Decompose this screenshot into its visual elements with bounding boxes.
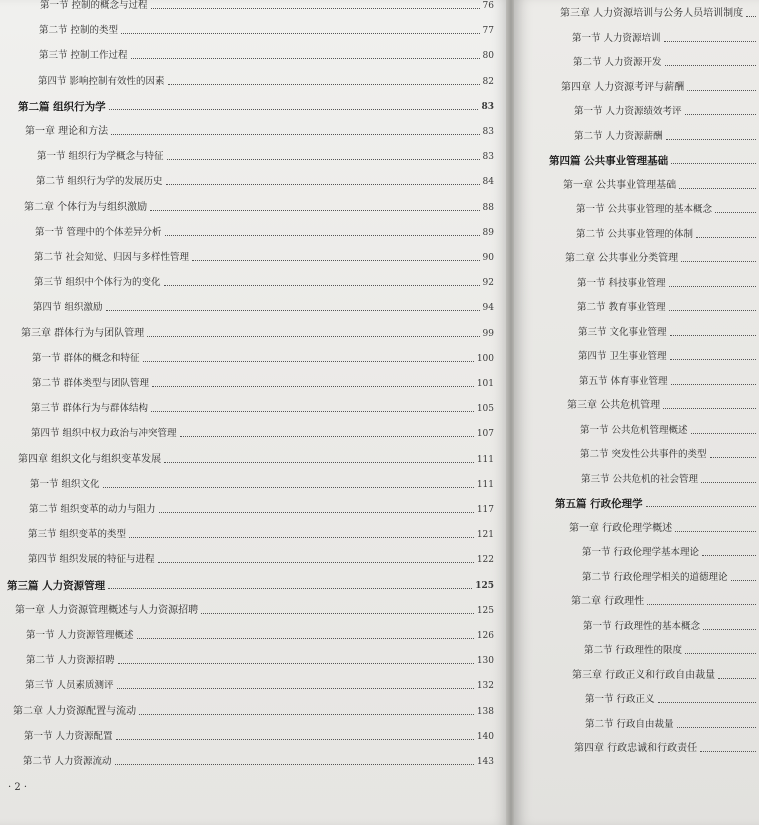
toc-entry-title: 第一节 群体的概念和特征 [32,352,140,364]
toc-page-number: 105 [476,404,494,415]
toc-entry-title: 第四节 组织中权力政治与冲突管理 [31,428,177,440]
dot-leader [152,386,474,387]
dot-leader [180,436,474,437]
dot-leader [710,457,756,458]
toc-section-entry [39,46,494,62]
dot-leader [670,335,756,336]
toc-chapter-entry [571,592,759,608]
toc-entry-title: 第二节 组织行为学的发展历史 [36,176,163,188]
toc-entry-title: 第二章 行政理性 [571,596,645,607]
toc-entry-title: 第三节 人员素质测评 [25,680,114,692]
dot-leader [166,184,480,185]
toc-section-entry [26,651,494,667]
toc-page-number: 117 [476,505,494,515]
toc-section-entry [25,676,494,692]
dot-leader [159,512,474,513]
toc-page-number: 94 [482,303,494,314]
toc-section-entry [31,424,494,440]
toc-page-number: 100 [476,353,494,364]
dot-leader [679,188,756,189]
toc-chapter-entry [15,601,494,617]
toc-section-entry [576,200,759,216]
toc-entry-title: 第一章 理论和方法 [25,126,109,137]
toc-section-entry [28,525,494,541]
toc-section-entry [572,29,759,45]
dot-leader [192,260,480,261]
toc-entry-title: 第一节 人力资源管理概述 [26,630,134,641]
dot-leader [664,41,756,42]
toc-entry-title: 第一节 行政理性的基本概念 [583,620,701,632]
toc-section-entry [30,475,494,491]
toc-page-number: 83 [482,152,494,163]
toc-entry-title: 第二节 行政理性的限度 [584,645,683,656]
toc-entry-title: 第四节 卫生事业管理 [578,351,667,362]
toc-part-entry [549,151,759,167]
dot-leader [703,629,756,630]
dot-leader [151,411,474,412]
toc-page-number: 140 [476,731,494,742]
toc-entry-title: 第四章 人力资源考评与薪酬 [561,81,685,93]
toc-chapter-entry [18,450,494,466]
dot-leader [115,764,474,765]
toc-page-number: 126 [476,631,494,641]
toc-section-entry [579,372,759,388]
toc-entry-title: 第五篇 行政伦理学 [555,498,643,510]
toc-entry-title: 第二节 公共事业管理的体制 [576,228,694,240]
dot-leader [129,537,474,538]
toc-entry-title: 第三节 控制工作过程 [39,50,128,62]
toc-entry-title: 第二节 人力资源薪酬 [574,130,663,142]
toc-chapter-entry [561,78,759,94]
toc-section-entry [577,274,759,290]
dot-leader [164,462,474,463]
toc-entry-title: 第三篇 人力资源管理 [7,579,106,592]
dot-leader [165,235,480,236]
dot-leader [746,16,756,17]
dot-leader [702,555,756,556]
toc-entry-title: 第二节 控制的类型 [39,25,119,37]
toc-chapter-entry [569,519,759,535]
dot-leader [147,336,479,337]
toc-page-number: 80 [482,51,494,62]
toc-page-number: 83 [482,127,494,137]
dot-leader [139,714,474,715]
toc-entry-title: 第四节 影响控制有效性的因素 [38,75,165,87]
dot-leader [677,727,756,728]
dot-leader [158,562,474,563]
dot-leader [696,237,756,238]
toc-section-entry [580,421,759,437]
dot-leader [168,84,480,85]
toc-section-entry [578,323,759,339]
toc-page-number: 88 [482,202,494,213]
dot-leader [137,638,474,639]
toc-entry-title: 第一章 人力资源管理概述与人力资源招聘 [15,604,199,616]
toc-section-entry [581,470,759,486]
dot-leader [151,8,480,9]
dot-leader [121,33,480,34]
toc-page-number: 101 [476,379,494,389]
toc-part-entry [555,494,759,510]
dot-leader [646,506,756,507]
toc-chapter-entry [13,702,494,718]
toc-chapter-entry [25,122,494,138]
dot-leader [106,310,480,311]
toc-page-number: 130 [476,656,494,667]
toc-section-entry [39,21,494,37]
toc-page-number: 111 [476,479,494,490]
dot-leader [167,159,480,160]
dot-leader [731,580,756,581]
dot-leader [108,588,472,589]
toc-section-entry [34,273,494,289]
toc-entry-title: 第五节 体育事业管理 [579,375,668,387]
dot-leader [700,751,756,752]
toc-page-number: 132 [476,681,494,692]
toc-entry-title: 第四篇 公共事业管理基础 [549,155,669,167]
toc-page-number: 76 [482,1,494,11]
toc-section-entry [31,399,494,415]
toc-section-entry [33,298,494,314]
toc-section-entry [34,248,494,264]
toc-section-entry [576,225,759,241]
toc-entry-title: 第三章 行政正义和行政自由裁量 [572,669,716,681]
toc-page-number: 82 [482,76,494,87]
dot-leader [715,212,756,213]
dot-leader [118,663,474,664]
toc-entry-title: 第三章 人力资源培训与公务人员培训制度 [560,8,744,19]
toc-part-entry [7,576,494,592]
dot-leader [669,310,756,311]
toc-section-entry [577,298,759,314]
toc-entry-title: 第四章 组织文化与组织变革发展 [18,453,162,465]
toc-entry-title: 第二章 个体行为与组织激励 [24,201,148,213]
dot-leader [691,433,756,434]
toc-entry-title: 第三节 公共危机的社会管理 [581,473,699,485]
toc-entry-title: 第四节 组织激励 [33,302,103,314]
dot-leader [687,90,756,91]
toc-section-entry [35,223,494,239]
toc-entry-title: 第一节 公共事业管理的基本概念 [576,204,713,215]
dot-leader [647,604,756,605]
toc-entry-title: 第二节 组织变革的动力与阻力 [29,504,156,515]
toc-section-entry [585,690,759,706]
toc-entry-title: 第二节 人力资源招聘 [26,655,115,667]
toc-entry-title: 第一节 行政正义 [585,694,655,705]
toc-entry-title: 第三节 组织变革的类型 [28,529,127,541]
dot-leader [663,408,756,409]
toc-chapter-entry [563,176,759,192]
toc-entry-title: 第一节 人力资源绩效考评 [574,106,682,117]
toc-entry-title: 第三节 组织中个体行为的变化 [34,277,161,289]
dot-leader [669,286,756,287]
toc-section-entry [40,0,494,12]
toc-entry-title: 第一章 公共事业管理基础 [563,179,677,191]
toc-entry-title: 第三节 文化事业管理 [578,326,667,338]
toc-entry-title: 第一节 人力资源培训 [572,32,661,44]
toc-entry-title: 第二节 人力资源流动 [23,756,112,767]
toc-entry-title: 第三章 群体行为与团队管理 [21,327,145,339]
toc-page-number: 125 [476,605,494,616]
toc-chapter-entry [21,324,494,340]
toc-section-entry [24,727,494,743]
toc-entry-title: 第一节 组织文化 [30,478,100,490]
toc-section-entry [578,347,759,363]
toc-section-entry [32,374,494,390]
toc-page-number: 99 [482,328,494,339]
toc-section-entry [37,147,494,163]
toc-section-entry [574,127,759,143]
toc-entry-title: 第四节 组织发展的特征与进程 [28,554,155,566]
dot-leader [670,359,756,360]
toc-section-entry [582,543,759,559]
toc-section-entry [28,550,494,566]
dot-leader [666,139,756,140]
toc-entry-title: 第四章 行政忠诚和行政责任 [574,743,698,754]
toc-page-number: 92 [482,278,494,289]
toc-entry-title: 第三节 群体行为与群体结构 [31,403,149,415]
toc-chapter-entry [565,249,759,265]
dot-leader [675,531,756,532]
toc-part-entry [18,97,494,113]
toc-page-number: 121 [476,530,494,541]
toc-section-entry [23,752,494,768]
dot-leader [164,285,480,286]
dot-leader [111,134,479,135]
toc-chapter-entry [560,4,759,20]
dot-leader [671,384,756,385]
dot-leader [150,210,479,211]
toc-entry-title: 第二篇 组织行为学 [18,100,106,113]
dot-leader [665,65,756,66]
toc-entry-title: 第一节 科技事业管理 [577,277,666,289]
toc-section-entry [26,626,494,642]
toc-chapter-entry [567,396,759,412]
toc-chapter-entry [24,198,494,214]
dot-leader [718,678,756,679]
toc-entry-title: 第二节 行政伦理学相关的道德理论 [582,571,728,583]
toc-entry-title: 第一节 行政伦理学基本理论 [582,547,700,558]
dot-leader [685,653,756,654]
toc-entry-title: 第一节 管理中的个体差异分析 [35,226,162,238]
toc-entry-title: 第二节 社会知觉、归因与多样性管理 [34,252,190,263]
right-page [514,0,759,825]
toc-section-entry [36,172,494,188]
toc-page-number: 84 [482,177,494,188]
toc-section-entry [583,617,759,633]
dot-leader [103,487,474,488]
dot-leader [701,482,756,483]
toc-section-entry [573,53,759,69]
toc-entry-title: 第一节 控制的概念与过程 [40,0,148,11]
toc-page-number: 107 [476,429,494,440]
toc-entry-title: 第二节 教育事业管理 [577,302,666,313]
toc-section-entry [580,445,759,461]
toc-entry-title: 第一节 组织行为学概念与特征 [37,151,164,163]
dot-leader [143,361,474,362]
toc-section-entry [32,349,494,365]
toc-page-number: 89 [482,227,494,238]
toc-entry-title: 第一章 行政伦理学概述 [569,522,673,534]
toc-entry-title: 第二节 人力资源开发 [573,57,662,68]
toc-section-entry [574,102,759,118]
toc-page-number: 111 [476,454,494,465]
toc-section-entry [29,500,494,516]
toc-entry-title: 第三章 公共危机管理 [567,400,661,411]
toc-chapter-entry [572,666,759,682]
toc-page-number: 83 [481,101,494,112]
dot-leader [681,261,756,262]
toc-section-entry [585,715,759,731]
dot-leader [201,613,474,614]
toc-entry-title: 第二章 公共事业分类管理 [565,253,679,264]
toc-page-number: 143 [476,757,494,767]
dot-leader [685,114,756,115]
toc-chapter-entry [574,739,759,755]
dot-leader [117,688,474,689]
toc-page-number: 77 [482,26,494,37]
toc-page-number: 90 [482,253,494,263]
dot-leader [658,702,756,703]
toc-section-entry [582,568,759,584]
toc-entry-title: 第一节 人力资源配置 [24,730,113,742]
toc-entry-title: 第二节 群体类型与团队管理 [32,378,150,389]
dot-leader [116,739,474,740]
toc-entry-title: 第二章 人力资源配置与流动 [13,705,137,717]
dot-leader [131,58,480,59]
toc-entry-title: 第二节 行政自由裁量 [585,718,674,730]
dot-leader [109,109,479,110]
dot-leader [671,163,756,164]
page-folio: · 2 · [8,782,28,793]
toc-page-number: 125 [475,580,494,591]
toc-section-entry [38,72,494,88]
toc-entry-title: 第一节 公共危机管理概述 [580,424,688,436]
toc-entry-title: 第二节 突发性公共事件的类型 [580,449,707,460]
toc-section-entry [584,641,759,657]
toc-page-number: 138 [476,706,494,717]
toc-page-number: 122 [476,555,494,566]
